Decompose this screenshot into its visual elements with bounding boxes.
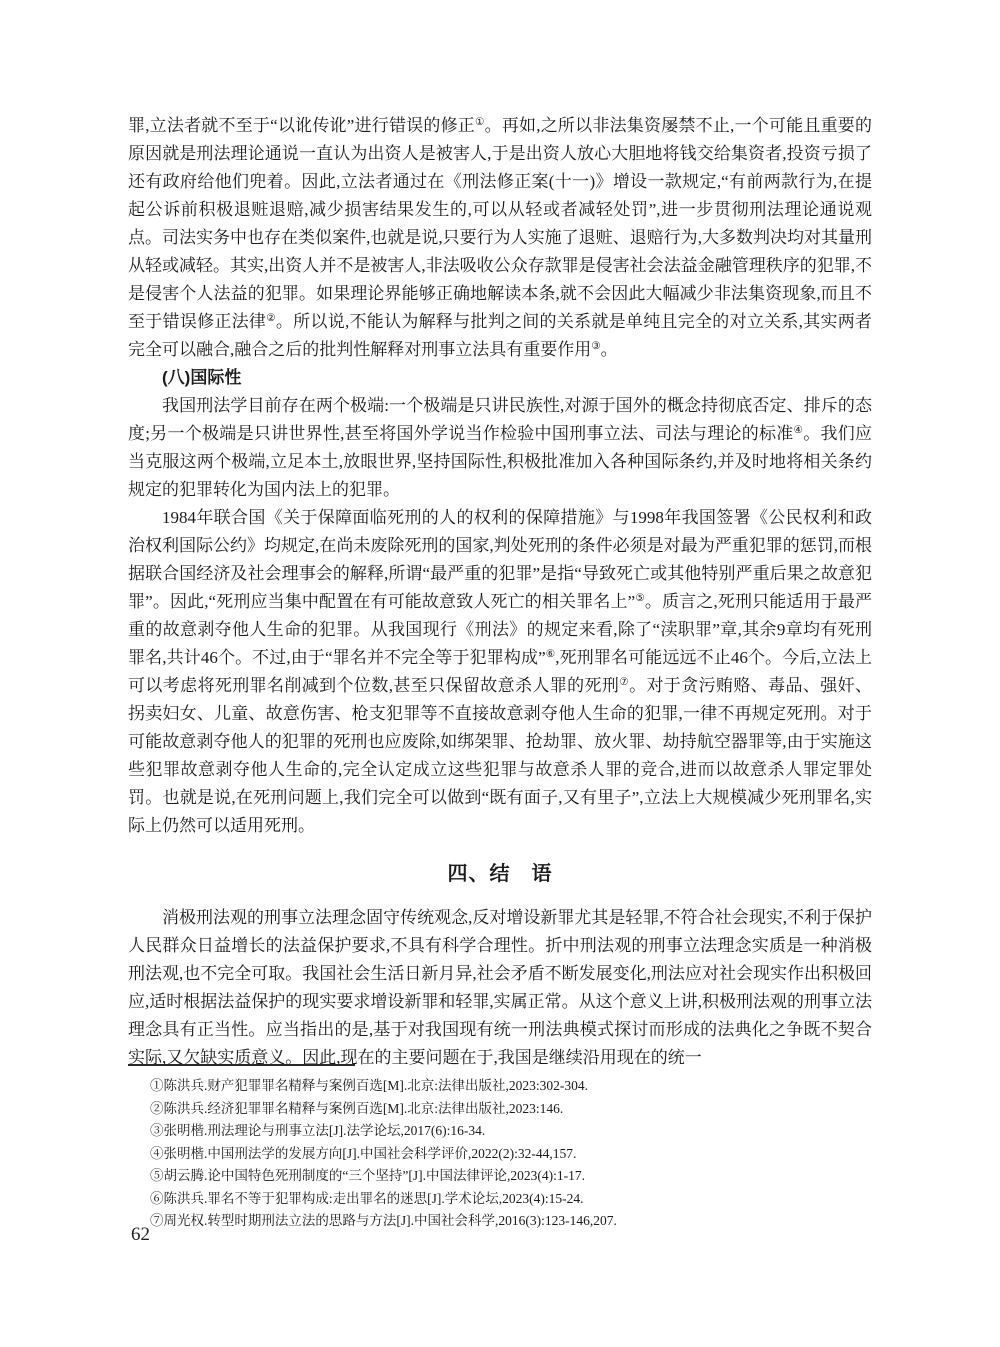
paragraph-international: 我国刑法学目前存在两个极端:一个极端是只讲民族性,对源于国外的概念持彻底否定、排斥的态度;另一个极端是只讲世界性,甚至将国外学说当作检验中国刑事立法、司法与理论的标准④。我们应当克服这两个极端,立足本土,放眼世界,坚持国际性,积极批准加入各种国际条约,并及时地将相关条约规定的犯罪转化为国内法上的犯罪。	[128, 396, 872, 499]
footnote-divider	[128, 1064, 355, 1066]
footnote-item: ⑥陈洪兵.罪名不等于犯罪构成:走出罪名的迷思[J].学术论坛,2023(4):15-24.	[150, 1190, 584, 1206]
section-heading-conclusion: 四、结 语	[447, 863, 553, 885]
paragraph-death-penalty: 1984年联合国《关于保障面临死刑的人的权利的保障措施》与1998年我国签署《公民权利和政治权利国际公约》均规定,在尚未废除死刑的国家,判处死刑的条件必须是对最为严重犯罪的惩罚,而根据联合国经济及社会理事会的解释,所谓“最严重的犯罪”是指“导致死亡或其他特别严重后果之故意犯罪”。因此,“死刑应当集中配置在有可能故意致人死亡的相关罪名上”⑤。质言之,死刑只能适用于最严重的故意剥夺他人生命的犯罪。从我国现行《刑法》的规定来看,除了“渎职罪”章,其余9章均有死刑罪名,共计46个。不过,由于“罪名并不完全等于犯罪构成”⑥,死刑罪名可能远远不止46个。今后,立法上可以考虑将死刑罪名削减到个位数,甚至只保留故意杀人罪的死刑⑦。对于贪污贿赂、毒品、强奸、拐卖妇女、儿童、故意伤害、枪支犯罪等不直接故意剥夺他人生命的犯罪,一律不再规定死刑。对于可能故意剥夺他人的犯罪的死刑也应废除,如绑架罪、抢劫罪、放火罪、劫持航空器罪等,由于实施这些犯罪故意剥夺他人生命的,完全认定成立这些犯罪与故意杀人罪的竞合,进而以故意杀人罪定罪处罚。也就是说,在死刑问题上,我们完全可以做到“既有面子,又有里子”,立法上大规模减少死刑罪名,实际上仍然可以适用死刑。	[128, 508, 872, 835]
footnote-item: ⑤胡云腾.论中国特色死刑制度的“三个坚持”[J].中国法律评论,2023(4):1-17.	[150, 1168, 585, 1183]
paragraph-conclusion: 消极刑法观的刑事立法理念固守传统观念,反对增设新罪尤其是轻罪,不符合社会现实,不利于保护人民群众日益增长的法益保护要求,不具有科学合理性。折中刑法观的刑事立法理念实质是一种消极刑法观,也不完全可取。我国社会生活日新月异,社会矛盾不断发展变化,刑法应对社会现实作出积极回应,适时根据法益保护的现实要求增设新罪和轻罪,实属正常。从这个意义上讲,积极刑法观的刑事立法理念具有正当性。应当指出的是,基于对我国现有统一刑法典模式探讨而形成的法典化之争既不契合实际,又欠缺实质意义。因此,现在的主要问题在于,我国是继续沿用现在的统一	[128, 908, 872, 1067]
footnote-item: ①陈洪兵.财产犯罪罪名精释与案例百选[M].北京:法律出版社,2023:302-304.	[150, 1078, 588, 1093]
paragraph-continuation: 罪,立法者就不至于“以讹传讹”进行错误的修正①。再如,之所以非法集资屡禁不止,一个可能且重要的原因就是刑法理论通说一直认为出资人是被害人,于是出资人放心大胆地将钱交给集资者,投资亏损了还有政府给他们兜着。因此,立法者通过在《刑法修正案(十一)》增设一款规定,“有前两款行为,在提起公诉前积极退赃退赔,减少损害结果发生的,可以从轻或者减轻处罚”,进一步贯彻刑法理论通说观点。司法实务中也存在类似案件,也就是说,只要行为人实施了退赃、退赔行为,大多数判决均对其量刑从轻或减轻。其实,出资人并不是被害人,非法吸收公众存款罪是侵害社会法益金融管理秩序的犯罪,不是侵害个人法益的犯罪。如果理论界能够正确地解读本条,就不会因此大幅减少非法集资现象,而且不至于错误修正法律②。所以说,不能认为解释与批判之间的关系就是单纯且完全的对立关系,其实两者完全可以融合,融合之后的批判性解释对刑事立法具有重要作用③。	[128, 116, 873, 359]
footnote-item: ②陈洪兵.经济犯罪罪名精释与案例百选[M].北京:法律出版社,2023:146.	[150, 1100, 564, 1116]
page-number: 62	[131, 1224, 150, 1245]
subsection-heading-internationality: (八)国际性	[162, 368, 242, 387]
footnote-item: ③张明楷.刑法理论与刑事立法[J].法学论坛,2017(6):16-34.	[150, 1123, 486, 1138]
footnote-section	[128, 1064, 872, 1233]
article-body	[128, 112, 872, 1072]
footnote-item: ④张明楷.中国刑法学的发展方向[J].中国社会科学评价,2022(2):32-44,157.	[150, 1145, 577, 1161]
footnote-item: ⑦周光权.转型时期刑法立法的思路与方法[J].中国社会科学,2016(3):123-146,207.	[150, 1213, 617, 1228]
